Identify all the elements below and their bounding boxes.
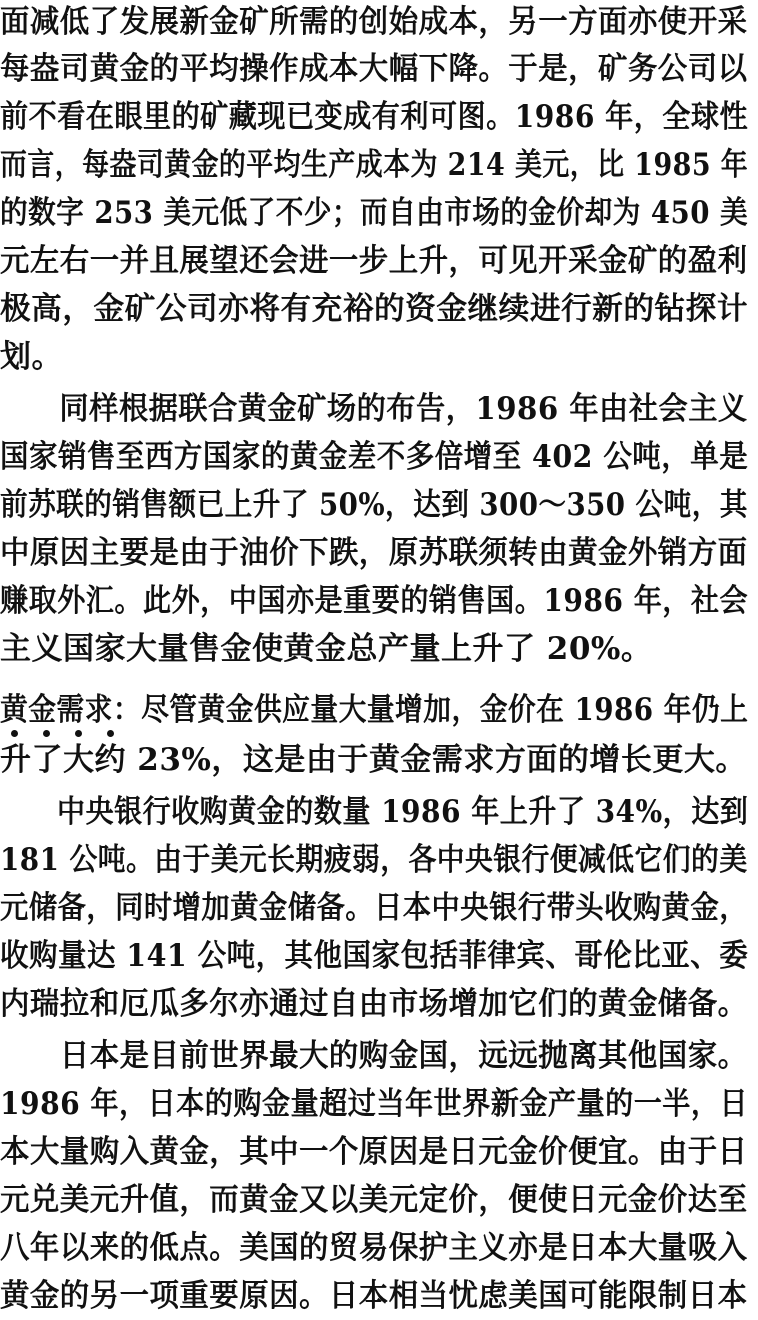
text-line: 八年以来的低点。美国的贸易保护主义亦是日本大量吸入 [0,1230,748,1266]
text-line: 前不看在眼里的矿藏现已变成有利可图。1986 年，全球性 [0,99,749,135]
heading-rest-text: ：尽管黄金供应量大量增加，金价在 1986 年仍上 [112,692,749,728]
text-line: 国家销售至西方国家的黄金差不多倍增至 402 公吨，单是 [0,439,749,475]
text-line: 元兑美元升值，而黄金又以美元定价，便使日元金价达至 [0,1182,748,1218]
text-line: 划。 [0,339,63,375]
text-line: 本大量购入黄金，其中一个原因是日元金价便宜。由于日 [0,1134,748,1170]
text-line: 而言，每盎司黄金的平均生产成本为 214 美元，比 1985 年 [0,147,749,183]
text-line: 前苏联的销售额已上升了 50%，达到 300～350 公吨，其 [0,487,748,523]
text-line: 赚取外汇。此外，中国亦是重要的销售国。1986 年，社会 [0,583,749,619]
text-line: 的数字 253 美元低了不少；而自由市场的金价却为 450 美 [0,195,749,231]
text-line: 日本是目前世界最大的购金国，远远抛离其他国家。 [0,1038,748,1074]
text-line: 主义国家大量售金使黄金总产量上升了 20%。 [0,631,653,667]
text-line: 黄金的另一项重要原因。日本相当忧虑美国可能限制日本 [0,1278,748,1314]
emphasis-dot [107,730,114,737]
emphasis-dot [75,730,82,737]
emphasis-dot [11,730,18,737]
text-line: 1986 年，日本的购金量超过当年世界新金产量的一半，日 [0,1086,749,1122]
text-line: 升了大约 23%，这是由于黄金需求方面的增长更大。 [0,742,747,778]
text-line: 181 公吨。由于美元长期疲弱，各中央银行便减低它们的美 [0,842,748,878]
emphasis-dot [43,730,50,737]
text-line: 收购量达 141 公吨，其他国家包括菲律宾、哥伦比亚、委 [0,938,749,974]
text-line: 中原因主要是由于油价下跌，原苏联须转由黄金外销方面 [0,535,748,571]
text-line: 每盎司黄金的平均操作成本大幅下降。于是，矿务公司以 [0,51,748,87]
text-line: 极高，金矿公司亦将有充裕的资金继续进行新的钻探计 [0,291,748,327]
text-line: 面减低了发展新金矿所需的创始成本，另一方面亦使开采 [0,4,748,40]
text-line: 元左右一并且展望还会进一步上升，可见开采金矿的盈利 [0,243,748,279]
section-heading-gold-demand: 黄金需求 [0,692,113,728]
text-line: 同样根据联合黄金矿场的布告，1986 年由社会主义 [0,391,748,427]
text-line: 中央银行收购黄金的数量 1986 年上升了 34%，达到 [0,794,749,830]
text-line: 内瑞拉和厄瓜多尔亦通过自由市场增加它们的黄金储备。 [0,986,748,1022]
text-line: 元储备，同时增加黄金储备。日本中央银行带头收购黄金， [0,890,748,926]
section-heading-line [0,688,748,732]
